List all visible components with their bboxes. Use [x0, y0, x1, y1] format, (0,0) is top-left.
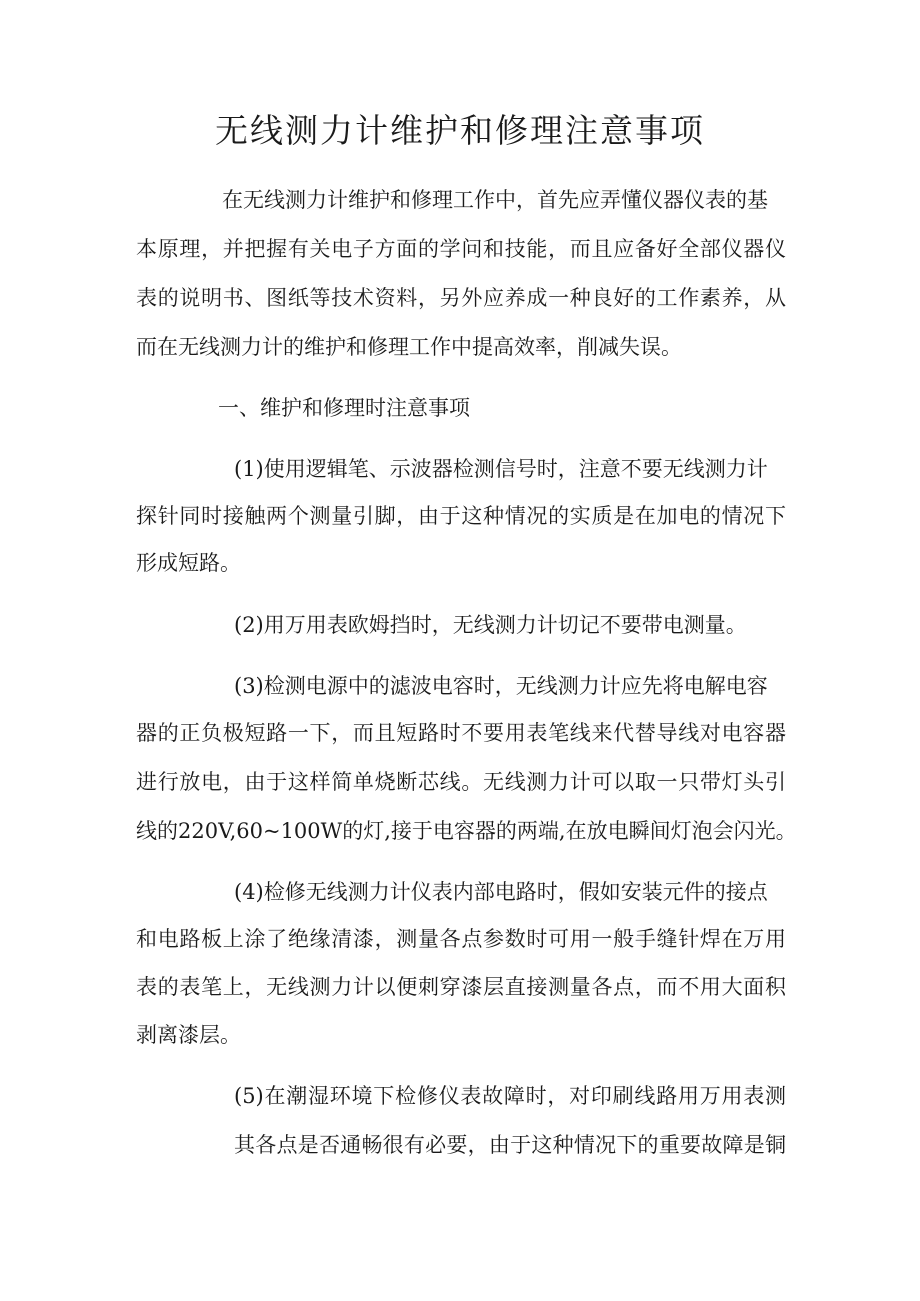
item-4-line: 和电路板上涂了绝缘清漆，测量各点参数时可用一般手缝针焊在万用 — [136, 927, 786, 951]
item-3-line: 线的220V,60~100W的灯,接于电容器的两端,在放电瞬间灯泡会闪光。 — [136, 819, 797, 843]
intro-line: 表的说明书、图纸等技术资料，另外应养成一种良好的工作素养，从 — [136, 286, 786, 310]
document-title: 无线测力计维护和修理注意事项 — [215, 111, 705, 150]
item-3-line: 进行放电，由于这样简单烧断芯线。无线测力计可以取一只带灯头引 — [136, 770, 786, 794]
item-1-line: (1)使用逻辑笔、示波器检测信号时，注意不要无线测力计 — [234, 457, 768, 481]
item-3-line: 器的正负极短路一下，而且短路时不要用表笔线来代替导线对电容器 — [136, 721, 786, 745]
item-4-line: (4)检修无线测力计仪表内部电路时，假如安装元件的接点 — [234, 880, 768, 904]
section-heading: 一、维护和修理时注意事项 — [218, 396, 470, 420]
intro-line: 本原理，并把握有关电子方面的学问和技能，而且应备好全部仪器仪 — [136, 237, 786, 261]
intro-line: 而在无线测力计的维护和修理工作中提高效率，削减失误。 — [136, 335, 682, 359]
item-5-line: 其各点是否通畅很有必要，由于这种情况下的重要故障是铜 — [234, 1133, 786, 1157]
intro-line: 在无线测力计维护和修理工作中，首先应弄懂仪器仪表的基 — [222, 188, 768, 212]
item-1-line: 形成短路。 — [136, 551, 241, 575]
item-1-line: 探针同时接触两个测量引脚，由于这种情况的实质是在加电的情况下 — [136, 504, 786, 528]
item-3-line: (3)检测电源中的滤波电容时，无线测力计应先将电解电容 — [234, 674, 768, 698]
item-5-line: (5)在潮湿环境下检修仪表故障时，对印刷线路用万用表测 — [234, 1084, 786, 1108]
item-4-line: 剥离漆层。 — [136, 1023, 241, 1047]
item-4-line: 表的表笔上，无线测力计以便刺穿漆层直接测量各点，而不用大面积 — [136, 975, 786, 999]
item-2-line: (2)用万用表欧姆挡时，无线测力计切记不要带电测量。 — [234, 613, 747, 637]
